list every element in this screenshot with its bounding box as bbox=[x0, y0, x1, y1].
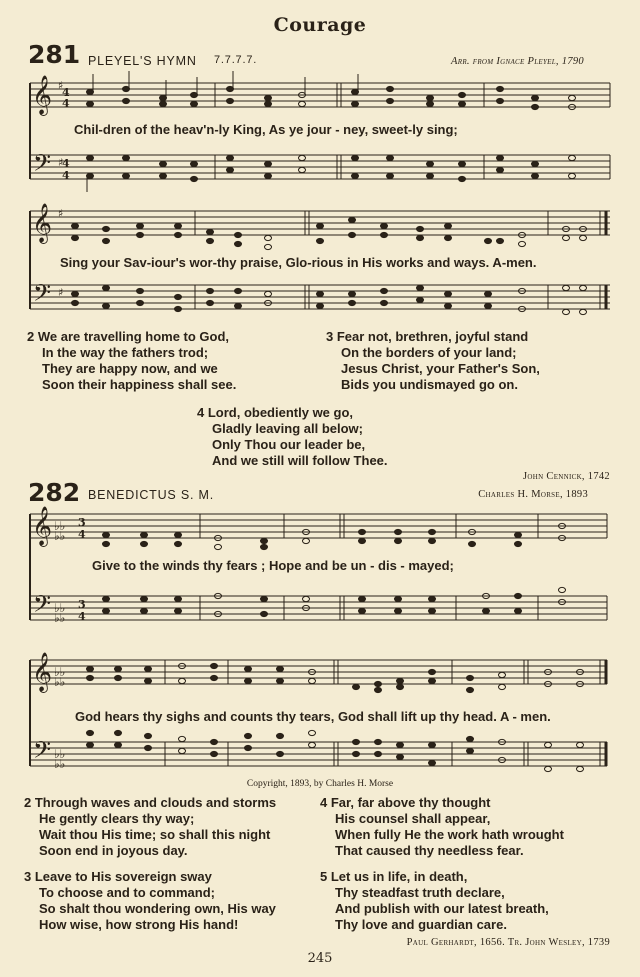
svg-text:♭♭: ♭♭ bbox=[54, 665, 66, 679]
svg-text:𝄞: 𝄞 bbox=[32, 652, 53, 692]
svg-text:♭♭: ♭♭ bbox=[54, 675, 66, 689]
svg-text:♭♭: ♭♭ bbox=[54, 519, 66, 533]
copyright-notice: Copyright, 1893, by Charles H. Morse bbox=[246, 779, 394, 789]
verse-line: He gently clears thy way; bbox=[39, 811, 195, 826]
svg-text:♯: ♯ bbox=[58, 79, 64, 92]
svg-text:𝄢: 𝄢 bbox=[33, 590, 52, 623]
svg-text:𝄢: 𝄢 bbox=[33, 149, 52, 182]
tune-name-282: BENEDICTUS S. M. bbox=[88, 488, 215, 502]
verse-282-2 bbox=[24, 795, 276, 859]
svg-text:4: 4 bbox=[62, 157, 70, 170]
svg-text:♭♭: ♭♭ bbox=[54, 757, 66, 771]
section-title: Courage bbox=[273, 14, 367, 36]
svg-text:♯: ♯ bbox=[58, 156, 64, 169]
verse-line: 3 Fear not, brethren, joyful stand bbox=[326, 329, 529, 344]
hymn-number-281: 281 bbox=[28, 40, 81, 69]
svg-text:𝄞: 𝄞 bbox=[32, 506, 53, 546]
verse-line: Soon their happiness shall see. bbox=[42, 377, 237, 392]
page-number: 245 bbox=[307, 951, 333, 966]
verse-line: 3 Leave to His sovereign sway bbox=[24, 869, 212, 884]
verse-line: His counsel shall appear, bbox=[335, 811, 491, 826]
lyric-281-line2: Sing your Sav-iour's wor-thy praise, Glo-rious in His works and ways. A-men. bbox=[60, 255, 537, 270]
verse-line: 5 Let us in life, in death, bbox=[320, 869, 468, 884]
svg-text:4: 4 bbox=[78, 528, 86, 541]
svg-text:♯: ♯ bbox=[58, 207, 64, 220]
lyric-281-line1: Chil-dren of the heav'n-ly King, As ye jour - ney, sweet-ly sing; bbox=[74, 122, 458, 137]
verse-line: Gladly leaving all below; bbox=[212, 421, 363, 436]
verse-line: In the way the fathers trod; bbox=[42, 345, 209, 360]
verse-line: Thy steadfast truth declare, bbox=[335, 885, 505, 900]
svg-text:𝄢: 𝄢 bbox=[33, 279, 52, 312]
arranger-281: Arr. from Ignace Pleyel, 1790 bbox=[451, 56, 584, 67]
verse-line: And publish with our latest breath, bbox=[335, 901, 549, 916]
verse-line: Soon end in joyous day. bbox=[39, 843, 188, 858]
verse-line: To choose and to command; bbox=[39, 885, 215, 900]
meter-281: 7.7.7.7. bbox=[214, 54, 258, 66]
verse-line: How wise, how strong His hand! bbox=[39, 917, 239, 932]
svg-text:♯: ♯ bbox=[58, 286, 64, 299]
verse-282-3 bbox=[24, 869, 276, 933]
verse-line: They are happy now, and we bbox=[42, 361, 218, 376]
svg-text:♭♭: ♭♭ bbox=[54, 747, 66, 761]
hymn-number-282: 282 bbox=[28, 478, 81, 507]
svg-text:♭♭: ♭♭ bbox=[54, 529, 66, 543]
svg-text:𝄢: 𝄢 bbox=[33, 736, 52, 769]
lyric-282-line2: God hears thy sighs and counts thy tears, God shall lift up thy head. A - men. bbox=[75, 709, 551, 724]
lyric-282-line1: Give to the winds thy fears ; Hope and be un - dis - mayed; bbox=[92, 558, 454, 573]
verse-line: Bids you undismayed go on. bbox=[341, 377, 518, 392]
author-282: Paul Gerhardt, 1656. Tr. John Wesley, 1739 bbox=[406, 937, 610, 948]
verse-line: 4 Far, far above thy thought bbox=[320, 795, 491, 810]
verse-line: 4 Lord, obediently we go, bbox=[197, 405, 354, 420]
svg-text:4: 4 bbox=[62, 97, 70, 110]
svg-text:3: 3 bbox=[78, 516, 86, 529]
verse-line: On the borders of your land; bbox=[341, 345, 517, 360]
svg-text:𝄞: 𝄞 bbox=[32, 75, 53, 115]
svg-text:𝄞: 𝄞 bbox=[32, 203, 53, 243]
svg-text:4: 4 bbox=[62, 86, 70, 99]
verse-line: And we still will follow Thee. bbox=[212, 453, 388, 468]
tune-name-281: PLEYEL'S HYMN bbox=[88, 54, 197, 68]
verse-line: That caused thy needless fear. bbox=[335, 843, 524, 858]
verse-282-5 bbox=[320, 869, 549, 933]
author-281: John Cennick, 1742 bbox=[523, 471, 610, 482]
verse-line: 2 Through waves and clouds and storms bbox=[24, 795, 277, 810]
verse-line: Only Thou our leader be, bbox=[212, 437, 366, 452]
svg-text:♭♭: ♭♭ bbox=[54, 601, 66, 615]
svg-text:3: 3 bbox=[78, 598, 86, 611]
verse-line: When fully He the work hath wrought bbox=[335, 827, 564, 842]
verse-282-4 bbox=[320, 795, 564, 859]
svg-text:4: 4 bbox=[78, 610, 86, 623]
verse-line: 2 We are travelling home to God, bbox=[27, 329, 230, 344]
svg-text:4: 4 bbox=[62, 169, 70, 182]
svg-text:♭♭: ♭♭ bbox=[54, 611, 66, 625]
composer-282: Charles H. Morse, 1893 bbox=[478, 489, 588, 500]
verse-line: So shalt thou wondering own, His way bbox=[39, 901, 276, 916]
verse-line: Thy love and guardian care. bbox=[335, 917, 507, 932]
verse-line: Wait thou His time; so shall this night bbox=[39, 827, 271, 842]
verse-line: Jesus Christ, your Father's Son, bbox=[341, 361, 540, 376]
